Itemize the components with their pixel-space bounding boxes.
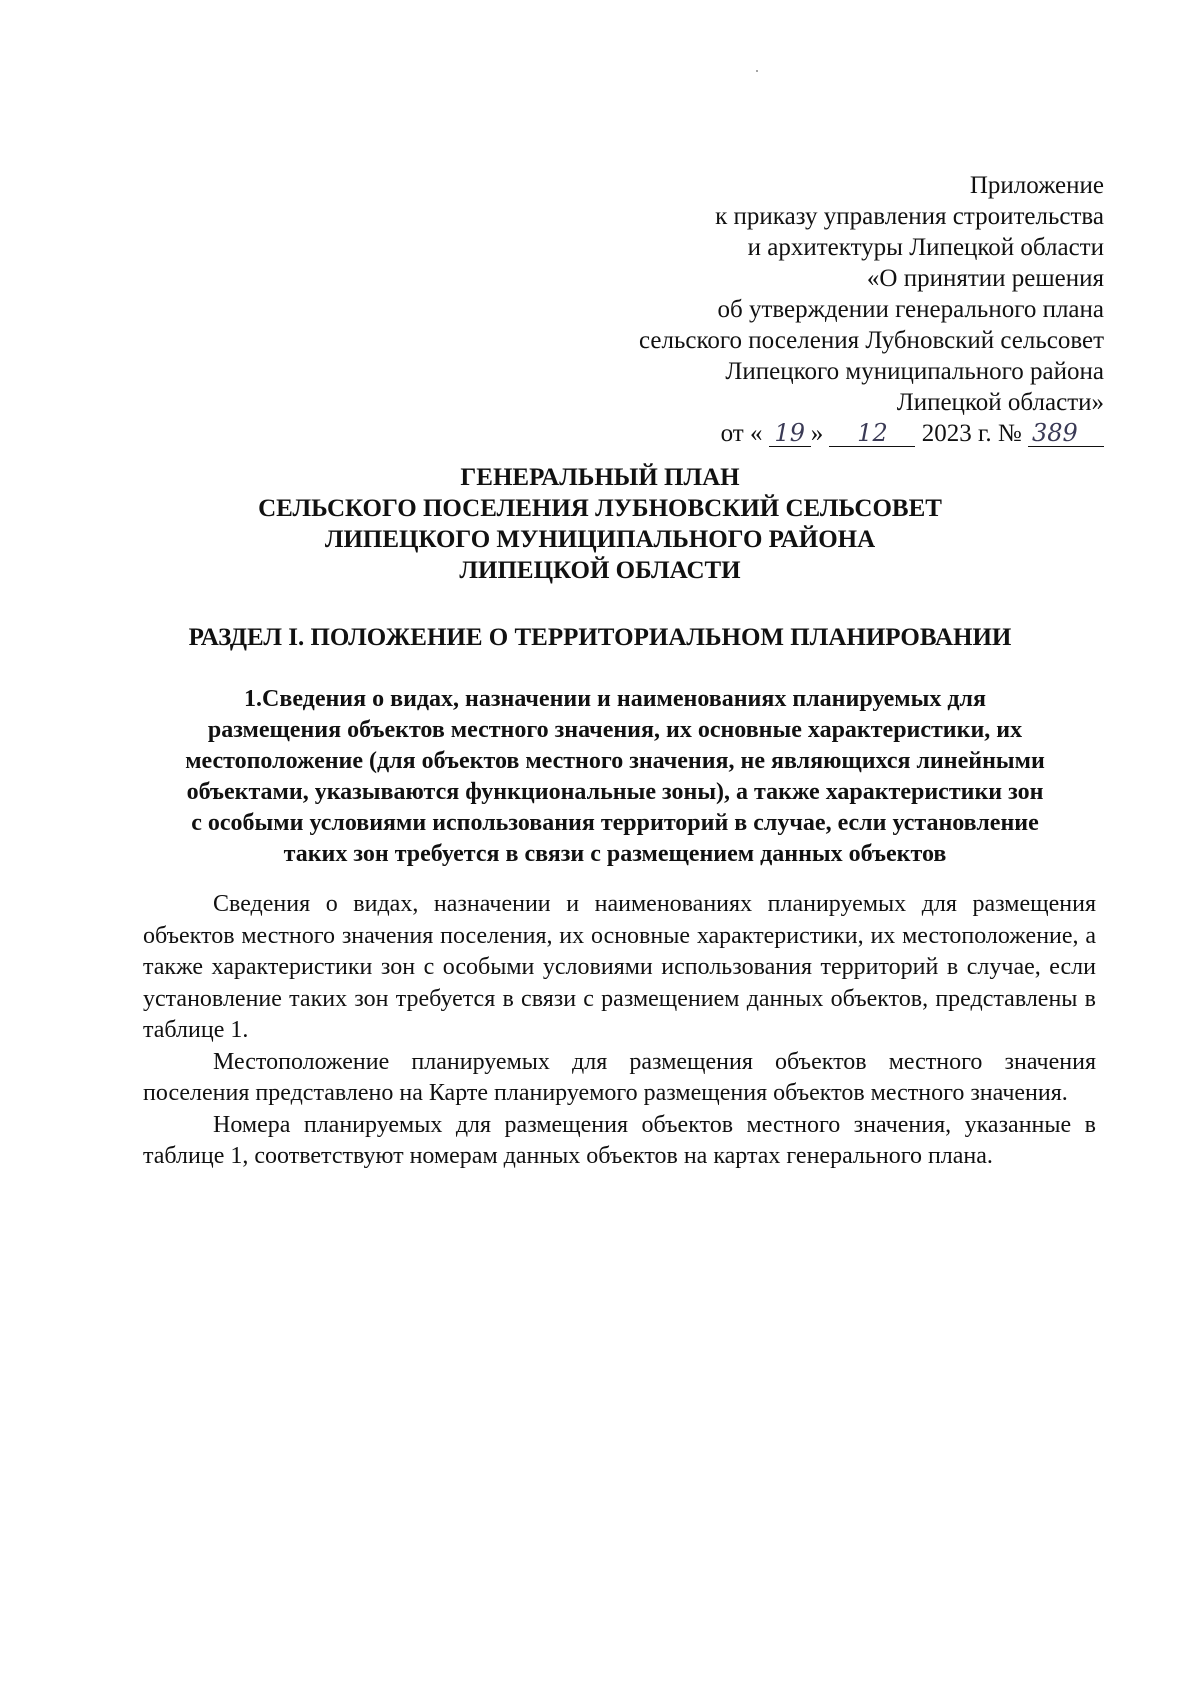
date-prefix: от «: [720, 420, 763, 447]
subsection-line: размещения объектов местного значения, их основные характеристики, их: [207, 717, 1023, 743]
appendix-line: Липецкого муниципального района: [725, 358, 1104, 385]
date-mid: »: [810, 420, 824, 447]
year-text: 2023 г. №: [921, 420, 1022, 447]
appendix-line: и архитектуры Липецкой области: [747, 234, 1104, 261]
body-paragraph: Местоположение планируемых для размещения объектов местного значения поселения представлено на Карте планируемого размещения объектов местного значения.: [143, 1048, 1096, 1106]
subsection-heading: [150, 684, 1080, 870]
body-paragraph: Номера планируемых для размещения объектов местного значения, указанные в таблице 1, соответствуют номерам данных объектов на картах генерального плана.: [143, 1111, 1096, 1169]
subsection-line: 1.Сведения о видах, назначении и наименованиях планируемых для: [244, 686, 986, 712]
title-line: СЕЛЬСКОГО ПОСЕЛЕНИЯ ЛУБНОВСКИЙ СЕЛЬСОВЕТ: [258, 495, 942, 522]
handwritten-order-number: 389: [1028, 420, 1104, 447]
scan-speck: [756, 70, 758, 72]
title-line: ЛИПЕЦКОГО МУНИЦИПАЛЬНОГО РАЙОНА: [324, 526, 876, 553]
appendix-line: сельского поселения Лубновский сельсовет: [639, 327, 1104, 354]
appendix-block: [484, 170, 1104, 449]
subsection-line: объектами, указываются функциональные зоны), а также характеристики зон: [186, 779, 1044, 805]
appendix-line: «О принятии решения: [866, 265, 1104, 292]
document-title: [60, 462, 1140, 586]
title-line: ГЕНЕРАЛЬНЫЙ ПЛАН: [460, 464, 740, 491]
body-text: [143, 889, 1096, 1173]
subsection-line: таких зон требуется в связи с размещением данных объектов: [283, 841, 947, 867]
subsection-line: местоположение (для объектов местного значения, не являющихся линейными: [185, 748, 1045, 774]
appendix-line: Приложение: [969, 172, 1104, 199]
appendix-line: Липецкой области»: [896, 389, 1104, 416]
body-paragraph: Сведения о видах, назначении и наименованиях планируемых для размещения объектов местного значения поселения, их основные характеристики, их местоположение, а также характеристики зон с особыми условиями использования территорий в случае, если установление таких зон требуется в связи с размещением данных объектов, представлены в таблице 1.: [143, 891, 1096, 1043]
subsection-line: с особыми условиями использования территорий в случае, если установление: [191, 810, 1039, 836]
order-date-line: [484, 418, 1104, 449]
appendix-line: к приказу управления строительства: [715, 203, 1104, 230]
appendix-line: об утверждении генерального плана: [717, 296, 1104, 323]
handwritten-day: 19: [769, 420, 811, 447]
handwritten-month: 12: [829, 420, 915, 447]
title-line: ЛИПЕЦКОЙ ОБЛАСТИ: [459, 557, 741, 584]
section-title: РАЗДЕЛ I. ПОЛОЖЕНИЕ О ТЕРРИТОРИАЛЬНОМ ПЛАНИРОВАНИИ: [188, 624, 1012, 651]
